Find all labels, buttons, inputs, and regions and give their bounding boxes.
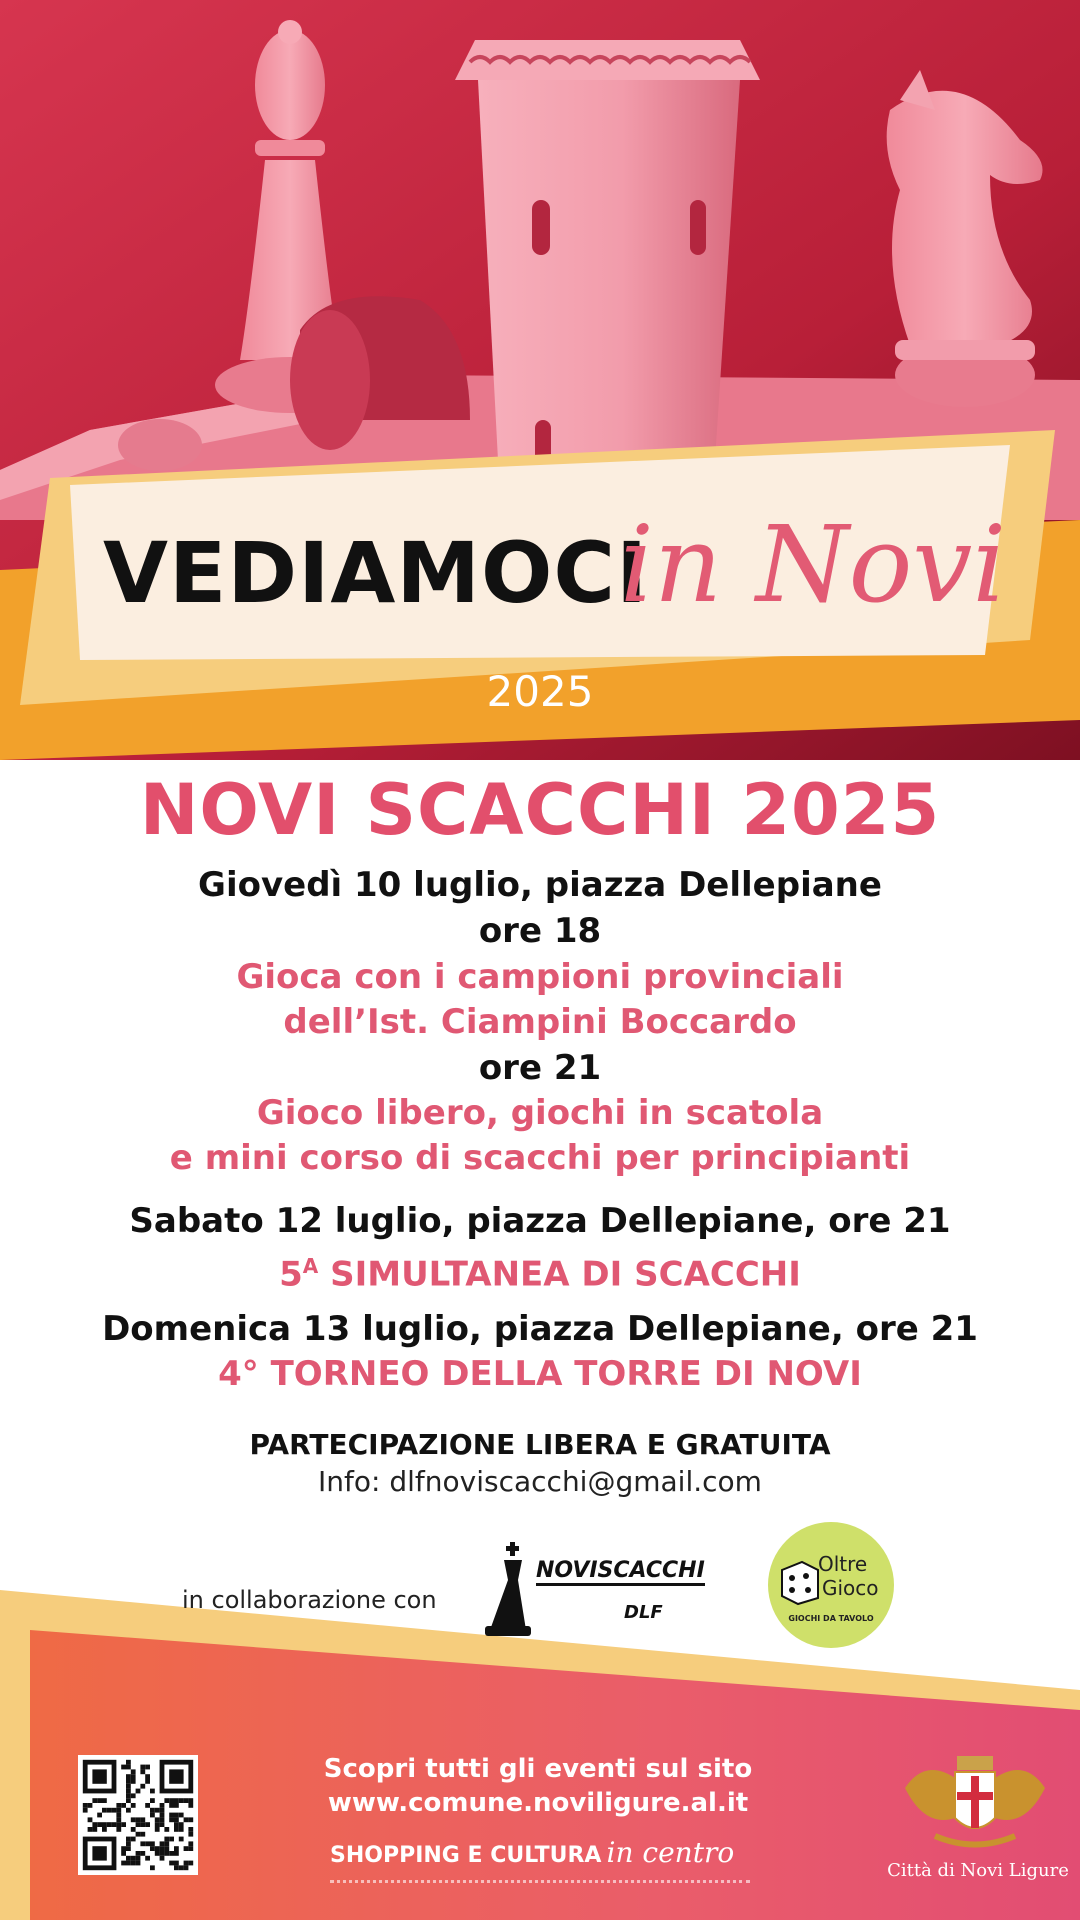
day1-time1: ore 18 xyxy=(478,911,602,951)
headline-year: 2025 xyxy=(486,667,594,716)
noviscacchi-logo xyxy=(480,1540,740,1640)
footer-website[interactable]: www.comune.noviligure.al.it xyxy=(327,1788,749,1818)
qr-code xyxy=(78,1755,198,1875)
city-name: Città di Novi Ligure xyxy=(887,1860,1069,1881)
headline-script: in Novi xyxy=(620,503,1007,626)
oltregioco-word-1: Oltre xyxy=(818,1552,868,1576)
slogan-script: in centro xyxy=(606,1836,735,1869)
footer-events-line: Scopri tutti gli eventi sul sito xyxy=(323,1754,753,1784)
free-entry: PARTECIPAZIONE LIBERA E GRATUITA xyxy=(249,1428,831,1461)
day1-desc2-line2: e mini corso di scacchi per principianti xyxy=(169,1138,911,1178)
collaboration-label: in collaborazione con xyxy=(182,1586,437,1614)
dice-icon xyxy=(778,1558,822,1606)
oltregioco-word-2: Gioco xyxy=(822,1576,879,1600)
city-crest-icon xyxy=(895,1748,1055,1858)
slogan-underline xyxy=(330,1880,750,1883)
day1-desc2-line1: Gioco libero, giochi in scatola xyxy=(256,1093,824,1133)
day3-desc: 4° TORNEO DELLA TORRE DI NOVI xyxy=(218,1354,862,1394)
day2-line: Sabato 12 luglio, piazza Dellepiane, ore 21 xyxy=(129,1201,951,1241)
dlf-wordmark: DLF xyxy=(624,1602,663,1623)
slogan-bold: SHOPPING E CULTURA xyxy=(330,1843,602,1868)
headline-bold: VEDIAMOCI xyxy=(103,524,649,622)
day3-line: Domenica 13 luglio, piazza Dellepiane, ore 21 xyxy=(102,1309,978,1349)
day1-desc1-line2: dell’Ist. Ciampini Boccardo xyxy=(283,1002,797,1042)
oltregioco-subtitle: GIOCHI DA TAVOLO xyxy=(788,1614,874,1623)
noviscacchi-wordmark: NOVISCACCHI xyxy=(536,1558,705,1586)
day1-time2: ore 21 xyxy=(478,1048,602,1088)
day1-desc1-line1: Gioca con i campioni provinciali xyxy=(236,957,844,997)
event-title: NOVI SCACCHI 2025 xyxy=(139,769,941,851)
day1-line: Giovedì 10 luglio, piazza Dellepiane xyxy=(198,865,882,905)
oltregioco-logo xyxy=(768,1522,894,1648)
info-email: Info: dlfnoviscacchi@gmail.com xyxy=(318,1465,762,1498)
hero-artwork xyxy=(0,0,1080,760)
day2-desc: $5^A$ SIMULTANEA DI SCACCHI xyxy=(279,1254,801,1295)
footer-slogan xyxy=(330,1836,734,1869)
king-piece-icon xyxy=(480,1540,740,1640)
